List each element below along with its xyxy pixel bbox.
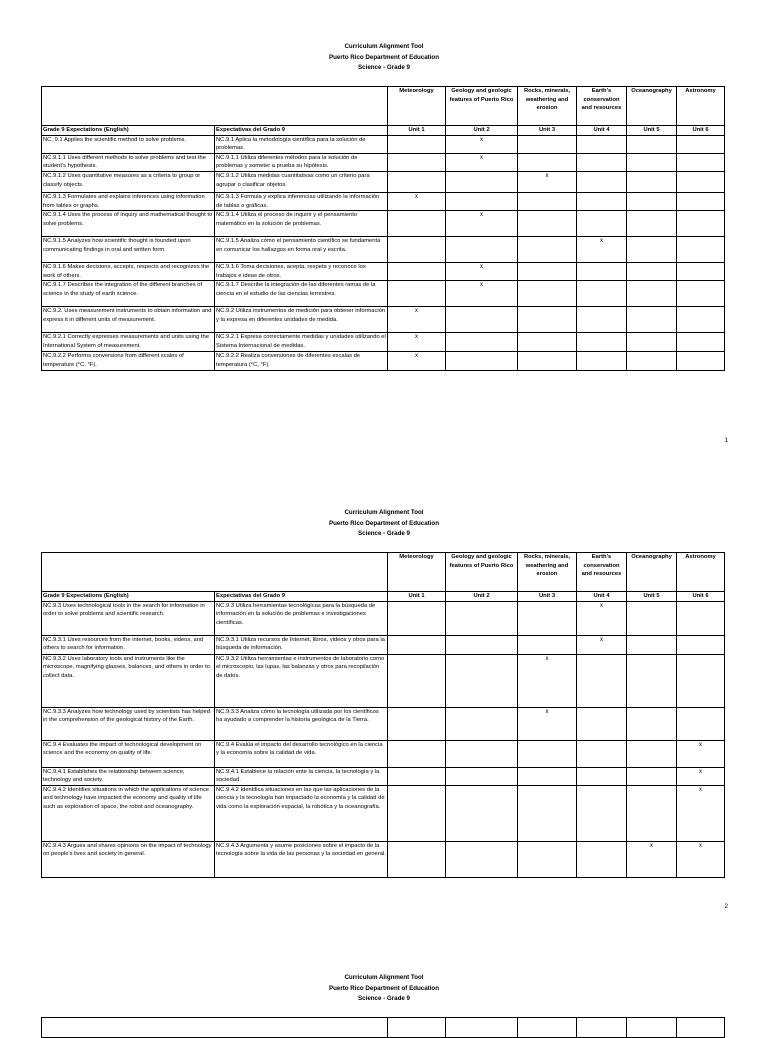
expectation-english: NC.9.3.2 Uses laboratory tools and instruments like the microscope, magnifying glasses, balances, and others in order to collect data. <box>42 654 215 707</box>
unit-alignment-mark: x <box>388 307 446 333</box>
header-department: Puerto Rico Department of Education <box>328 519 439 527</box>
unit-alignment-mark <box>627 307 677 333</box>
table-row <box>42 192 725 210</box>
unit-alignment-mark <box>388 740 446 767</box>
unit-alignment-mark <box>446 352 518 370</box>
unit-alignment-mark: x <box>388 192 446 210</box>
expectation-english: NC.9.1.7 Describes the integration of the different branches of science in the study of earth science. <box>42 281 215 307</box>
unit-alignment-mark: x <box>627 841 677 877</box>
unit-topic-header: Oceanography <box>627 87 677 126</box>
unit-alignment-mark: x <box>446 281 518 307</box>
unit-alignment-mark <box>577 707 627 740</box>
table-row <box>42 307 725 333</box>
unit-number-header: Unit 4 <box>577 592 627 602</box>
unit-alignment-mark <box>446 785 518 841</box>
unit-alignment-mark: x <box>677 785 725 841</box>
unit-alignment-mark <box>677 153 725 171</box>
table-row <box>42 352 725 370</box>
unit-alignment-mark: x <box>677 767 725 785</box>
unit-number-header: Unit 6 <box>677 126 725 136</box>
page-header <box>0 42 768 74</box>
expectation-spanish: NC.9.4.2 Identifica situaciones en las que las aplicaciones de la ciencia y la tecnología han impactado la economía y la calidad de vida como la exploración espacial, la robótica y la oceanografía. <box>215 785 388 841</box>
expectation-spanish: NC.9.2.1 Expresa correctamente medidas y unidades utilizando el Sistema Internacional de medidas. <box>215 333 388 352</box>
unit-topic-header: Meteorology <box>388 553 446 592</box>
expectation-english: NC.9.1.2 Uses quantitative measures as a criteria to group or classify objects. <box>42 171 215 192</box>
unit-header-cell <box>518 1018 577 1038</box>
unit-header-cell <box>446 1018 518 1038</box>
unit-alignment-mark <box>627 237 677 263</box>
table-row <box>42 635 725 654</box>
unit-alignment-mark: x <box>518 654 577 707</box>
unit-number-header: Unit 5 <box>627 592 677 602</box>
unit-alignment-mark <box>446 767 518 785</box>
header-department: Puerto Rico Department of Education <box>328 53 439 61</box>
unit-alignment-mark <box>677 601 725 635</box>
unit-alignment-mark: x <box>577 601 627 635</box>
expectation-english: NC. 9.1 Applies the scientific method to solve problems. <box>42 135 215 153</box>
header-blank-cell <box>42 87 388 126</box>
unit-alignment-mark <box>518 153 577 171</box>
unit-alignment-mark <box>677 281 725 307</box>
unit-alignment-mark <box>577 740 627 767</box>
unit-alignment-mark <box>518 635 577 654</box>
unit-alignment-mark <box>388 281 446 307</box>
unit-alignment-mark <box>388 211 446 237</box>
column-header-english: Grade 9 Expectations (English) <box>42 592 215 602</box>
expectation-english: NC.9.3 Uses technological tools in the search for information in order to solve problems and scientific research. <box>42 601 215 635</box>
unit-alignment-mark <box>446 307 518 333</box>
unit-alignment-mark: x <box>577 635 627 654</box>
unit-topic-header: Rocks, minerals, weathering and erosion <box>518 553 577 592</box>
column-header-spanish: Expectativas del Grado 9 <box>215 126 388 136</box>
unit-alignment-mark <box>388 635 446 654</box>
unit-alignment-mark: x <box>518 707 577 740</box>
page-number: 2 <box>724 903 728 910</box>
unit-alignment-mark <box>446 740 518 767</box>
unit-alignment-mark <box>577 785 627 841</box>
expectation-spanish: NC.9.1 Aplica la metodología científica para la solución de problemas. <box>215 135 388 153</box>
unit-alignment-mark <box>677 333 725 352</box>
unit-alignment-mark <box>677 707 725 740</box>
unit-alignment-mark <box>518 841 577 877</box>
unit-alignment-mark <box>446 635 518 654</box>
unit-alignment-mark <box>627 767 677 785</box>
page-header <box>0 508 768 540</box>
expectation-spanish: NC.9.3.2 Utiliza herramientas e instrumentos de laboratorio como el microscopio, las lupas, las balanzas y otros para recopilación de datos. <box>215 654 388 707</box>
unit-alignment-mark <box>577 153 627 171</box>
unit-header-cell <box>388 1018 446 1038</box>
unit-alignment-mark <box>388 171 446 192</box>
unit-alignment-mark <box>577 135 627 153</box>
unit-alignment-mark <box>446 841 518 877</box>
unit-alignment-mark <box>388 135 446 153</box>
unit-alignment-mark <box>518 352 577 370</box>
unit-alignment-mark <box>627 211 677 237</box>
expectation-spanish: NC.9.1.1 Utiliza diferentes métodos para la solución de problemas y someter a prueba su hipótesis. <box>215 153 388 171</box>
unit-alignment-mark <box>627 707 677 740</box>
unit-alignment-mark <box>446 601 518 635</box>
unit-topic-header: Astronomy <box>677 553 725 592</box>
unit-alignment-mark <box>388 263 446 281</box>
unit-alignment-mark <box>577 307 627 333</box>
unit-alignment-mark <box>518 307 577 333</box>
unit-alignment-mark <box>518 767 577 785</box>
header-subject: Science - Grade 9 <box>358 530 410 537</box>
unit-alignment-mark <box>577 333 627 352</box>
header-title: Curriculum Alignment Tool <box>344 43 424 50</box>
unit-alignment-mark <box>518 211 577 237</box>
unit-topic-header: Geology and geologic features of Puerto Rico <box>446 553 518 592</box>
unit-header-cell <box>577 1018 627 1038</box>
unit-alignment-mark <box>518 192 577 210</box>
unit-alignment-mark <box>446 237 518 263</box>
expectation-english: NC.9.1.4 Uses the process of inquiry and mathematical thought to solve problems. <box>42 211 215 237</box>
expectation-spanish: NC.9.3.3 Analiza cómo la tecnología utilizada por los científicos ha ayudado a comprender la historia geológica de la Tierra. <box>215 707 388 740</box>
unit-alignment-mark <box>627 601 677 635</box>
unit-alignment-mark <box>388 785 446 841</box>
table-row <box>42 211 725 237</box>
unit-alignment-mark: x <box>446 263 518 281</box>
unit-alignment-mark: x <box>677 841 725 877</box>
unit-alignment-mark <box>627 740 677 767</box>
table-row <box>42 333 725 352</box>
unit-alignment-mark: x <box>388 352 446 370</box>
page-header <box>0 973 768 1005</box>
unit-alignment-mark <box>577 211 627 237</box>
unit-alignment-mark <box>518 237 577 263</box>
expectation-english: NC.9.1.5 Analyzes how scientific thought is founded upon communicating findings in oral and written form. <box>42 237 215 263</box>
unit-alignment-mark <box>446 654 518 707</box>
unit-alignment-mark: x <box>518 171 577 192</box>
unit-alignment-mark <box>677 171 725 192</box>
header-title: Curriculum Alignment Tool <box>344 509 424 516</box>
unit-alignment-mark <box>677 135 725 153</box>
unit-alignment-mark <box>627 654 677 707</box>
expectation-spanish: NC.9.1.2 Utiliza medidas cuantitativas como un criterio para agrupar o clasificar objetos. <box>215 171 388 192</box>
unit-alignment-mark <box>577 263 627 281</box>
expectation-spanish: NC.9.4.1 Establece la relación ente la ciencia, la tecnología y la sociedad. <box>215 767 388 785</box>
unit-alignment-mark <box>677 263 725 281</box>
header-title: Curriculum Alignment Tool <box>344 974 424 981</box>
unit-alignment-mark <box>627 135 677 153</box>
expectation-spanish: NC.9.1.3 Formula y explica inferencias utilizando la información de tablas o gráficas. <box>215 192 388 210</box>
expectation-spanish: NC.9.2 Utiliza instrumentos de medición para obtener información y la expresa en diferentes unidades de medida. <box>215 307 388 333</box>
unit-alignment-mark <box>577 841 627 877</box>
unit-number-header: Unit 2 <box>446 126 518 136</box>
table-row <box>42 135 725 153</box>
unit-alignment-mark <box>388 654 446 707</box>
unit-number-header: Unit 3 <box>518 126 577 136</box>
unit-topic-header: Earth's conservation and resources <box>577 87 627 126</box>
unit-alignment-mark <box>577 352 627 370</box>
unit-alignment-mark <box>677 654 725 707</box>
table-row <box>42 841 725 877</box>
expectation-english: NC.9.1.3 Formulates and explains inferences using information from tables or graphs. <box>42 192 215 210</box>
unit-alignment-mark <box>677 237 725 263</box>
expectation-spanish: NC.9.2.2 Realiza conversiones de diferentes escalas de temperatura (°C, °F). <box>215 352 388 370</box>
unit-alignment-mark: x <box>577 237 627 263</box>
table-row <box>42 767 725 785</box>
expectation-english: NC.9.1.1 Uses different methods to solve problems and test the student's hypothesis. <box>42 153 215 171</box>
alignment-table <box>41 86 725 371</box>
unit-alignment-mark <box>577 171 627 192</box>
expectation-english: NC.9.4 Evaluates the impact of technological development on science and the economy on quality of life. <box>42 740 215 767</box>
header-blank-cell <box>42 1018 388 1038</box>
table-row <box>42 601 725 635</box>
table-row <box>42 740 725 767</box>
unit-alignment-mark <box>388 153 446 171</box>
unit-alignment-mark <box>627 333 677 352</box>
unit-alignment-mark <box>388 601 446 635</box>
unit-alignment-mark <box>446 192 518 210</box>
table-row <box>42 707 725 740</box>
unit-alignment-mark: x <box>388 333 446 352</box>
unit-topic-header: Astronomy <box>677 87 725 126</box>
header-blank-cell <box>42 553 388 592</box>
expectation-english: NC.9.4.3 Argues and shares opinions on the impact of technology on people's lives and society in general. <box>42 841 215 877</box>
unit-alignment-mark <box>518 333 577 352</box>
page-number: 1 <box>724 437 728 444</box>
unit-alignment-mark <box>446 707 518 740</box>
unit-topic-header: Oceanography <box>627 553 677 592</box>
unit-alignment-mark: x <box>677 740 725 767</box>
unit-alignment-mark <box>627 192 677 210</box>
expectation-english: NC.9.4.1 Establishes the relationship between science, technology and society. <box>42 767 215 785</box>
unit-number-header: Unit 1 <box>388 592 446 602</box>
unit-alignment-mark: x <box>446 211 518 237</box>
unit-topic-header: Earth's conservation and resources <box>577 553 627 592</box>
expectation-english: NC.9.2.1 Correctly expresses measurements and units using the International System of measurement. <box>42 333 215 352</box>
unit-number-header: Unit 5 <box>627 126 677 136</box>
unit-topic-header: Geology and geologic features of Puerto Rico <box>446 87 518 126</box>
unit-alignment-mark <box>677 192 725 210</box>
unit-number-header: Unit 4 <box>577 126 627 136</box>
unit-alignment-mark <box>577 192 627 210</box>
unit-alignment-mark <box>627 352 677 370</box>
unit-alignment-mark <box>577 767 627 785</box>
unit-alignment-mark: x <box>446 135 518 153</box>
unit-number-header: Unit 3 <box>518 592 577 602</box>
unit-alignment-mark <box>446 333 518 352</box>
unit-alignment-mark <box>627 281 677 307</box>
unit-alignment-mark <box>446 171 518 192</box>
expectation-spanish: NC.9.4.3 Argumenta y asume posiciones sobre el impacto de la tecnología sobre la vida de las personas y la sociedad en general. <box>215 841 388 877</box>
unit-alignment-mark <box>677 635 725 654</box>
unit-alignment-mark <box>518 785 577 841</box>
expectation-spanish: NC.9.4 Evalúa el impacto del desarrollo tecnológico en la ciencia y la economía sobre la calidad de vida. <box>215 740 388 767</box>
unit-number-header: Unit 2 <box>446 592 518 602</box>
column-header-spanish: Expectativas del Grado 9 <box>215 592 388 602</box>
table-row <box>42 237 725 263</box>
expectation-english: NC.9.3.3 Analyzes how technology used by scientists has helped in the comprehension of the geological history of the Earth. <box>42 707 215 740</box>
unit-alignment-mark <box>627 263 677 281</box>
expectation-english: NC.9.4.2 Identifies situations in which the applications of science and technology have impacted the economy and quality of life such as exploration of space, the robot and oceanography. <box>42 785 215 841</box>
expectation-english: NC.9.2.2 Performs conversions from different scales of temperature (°C, °F). <box>42 352 215 370</box>
expectation-english: NC.9.3.1 Uses resources from the internet, books, videos, and others to search for information. <box>42 635 215 654</box>
unit-alignment-mark <box>388 237 446 263</box>
unit-alignment-mark <box>388 841 446 877</box>
unit-alignment-mark <box>518 601 577 635</box>
unit-alignment-mark <box>388 767 446 785</box>
table-row <box>42 281 725 307</box>
unit-topic-header: Meteorology <box>388 87 446 126</box>
header-department: Puerto Rico Department of Education <box>328 984 439 992</box>
unit-alignment-mark <box>518 263 577 281</box>
unit-alignment-mark <box>677 211 725 237</box>
table-row <box>42 153 725 171</box>
expectation-english: NC.9.1.6 Makes decisions, accepts, respects and recognizes the work of others. <box>42 263 215 281</box>
alignment-table-partial <box>41 1017 725 1038</box>
table-row <box>42 171 725 192</box>
unit-alignment-mark <box>518 740 577 767</box>
expectation-spanish: NC.9.3.1 Utiliza recursos de Internet, libros, videos y otros para la búsqueda de información. <box>215 635 388 654</box>
column-header-english: Grade 9 Expectations (English) <box>42 126 215 136</box>
expectation-spanish: NC.9.1.4 Utiliza el proceso de inquirir y el pensamiento matemático en la solución de problemas. <box>215 211 388 237</box>
unit-alignment-mark <box>577 654 627 707</box>
unit-topic-header: Rocks, minerals, weathering and erosion <box>518 87 577 126</box>
unit-alignment-mark <box>627 171 677 192</box>
unit-alignment-mark <box>677 352 725 370</box>
unit-alignment-mark <box>627 153 677 171</box>
unit-alignment-mark: x <box>446 153 518 171</box>
table-row <box>42 785 725 841</box>
unit-alignment-mark <box>627 785 677 841</box>
unit-number-header: Unit 6 <box>677 592 725 602</box>
expectation-spanish: NC.9.1.7 Describe la integración de las diferentes ramas de la ciencia en el estudio de las ciencias terrestres. <box>215 281 388 307</box>
expectation-spanish: NC.9.1.6 Toma decisiones, acepta, respeta y reconoce los trabajos e ideas de otros. <box>215 263 388 281</box>
unit-alignment-mark <box>518 135 577 153</box>
table-row <box>42 654 725 707</box>
unit-alignment-mark <box>388 707 446 740</box>
alignment-table <box>41 552 725 878</box>
unit-alignment-mark <box>577 281 627 307</box>
unit-alignment-mark <box>627 635 677 654</box>
unit-header-cell <box>677 1018 725 1038</box>
expectation-english: NC.9.2. Uses measurement instruments to obtain information and express it in different units of measurement. <box>42 307 215 333</box>
unit-header-cell <box>627 1018 677 1038</box>
unit-alignment-mark <box>518 281 577 307</box>
expectation-spanish: NC.9.1.5 Analiza cómo el pensamiento científico se fundamenta en comunicar los hallazgos en forma oral y escrita. <box>215 237 388 263</box>
header-subject: Science - Grade 9 <box>358 995 410 1002</box>
expectation-spanish: NC.9.3 Utiliza herramientas tecnológicas para la búsqueda de información en la solución de problemas e investigaciones científicas. <box>215 601 388 635</box>
table-row <box>42 263 725 281</box>
unit-number-header: Unit 1 <box>388 126 446 136</box>
header-subject: Science - Grade 9 <box>358 64 410 71</box>
unit-alignment-mark <box>677 307 725 333</box>
